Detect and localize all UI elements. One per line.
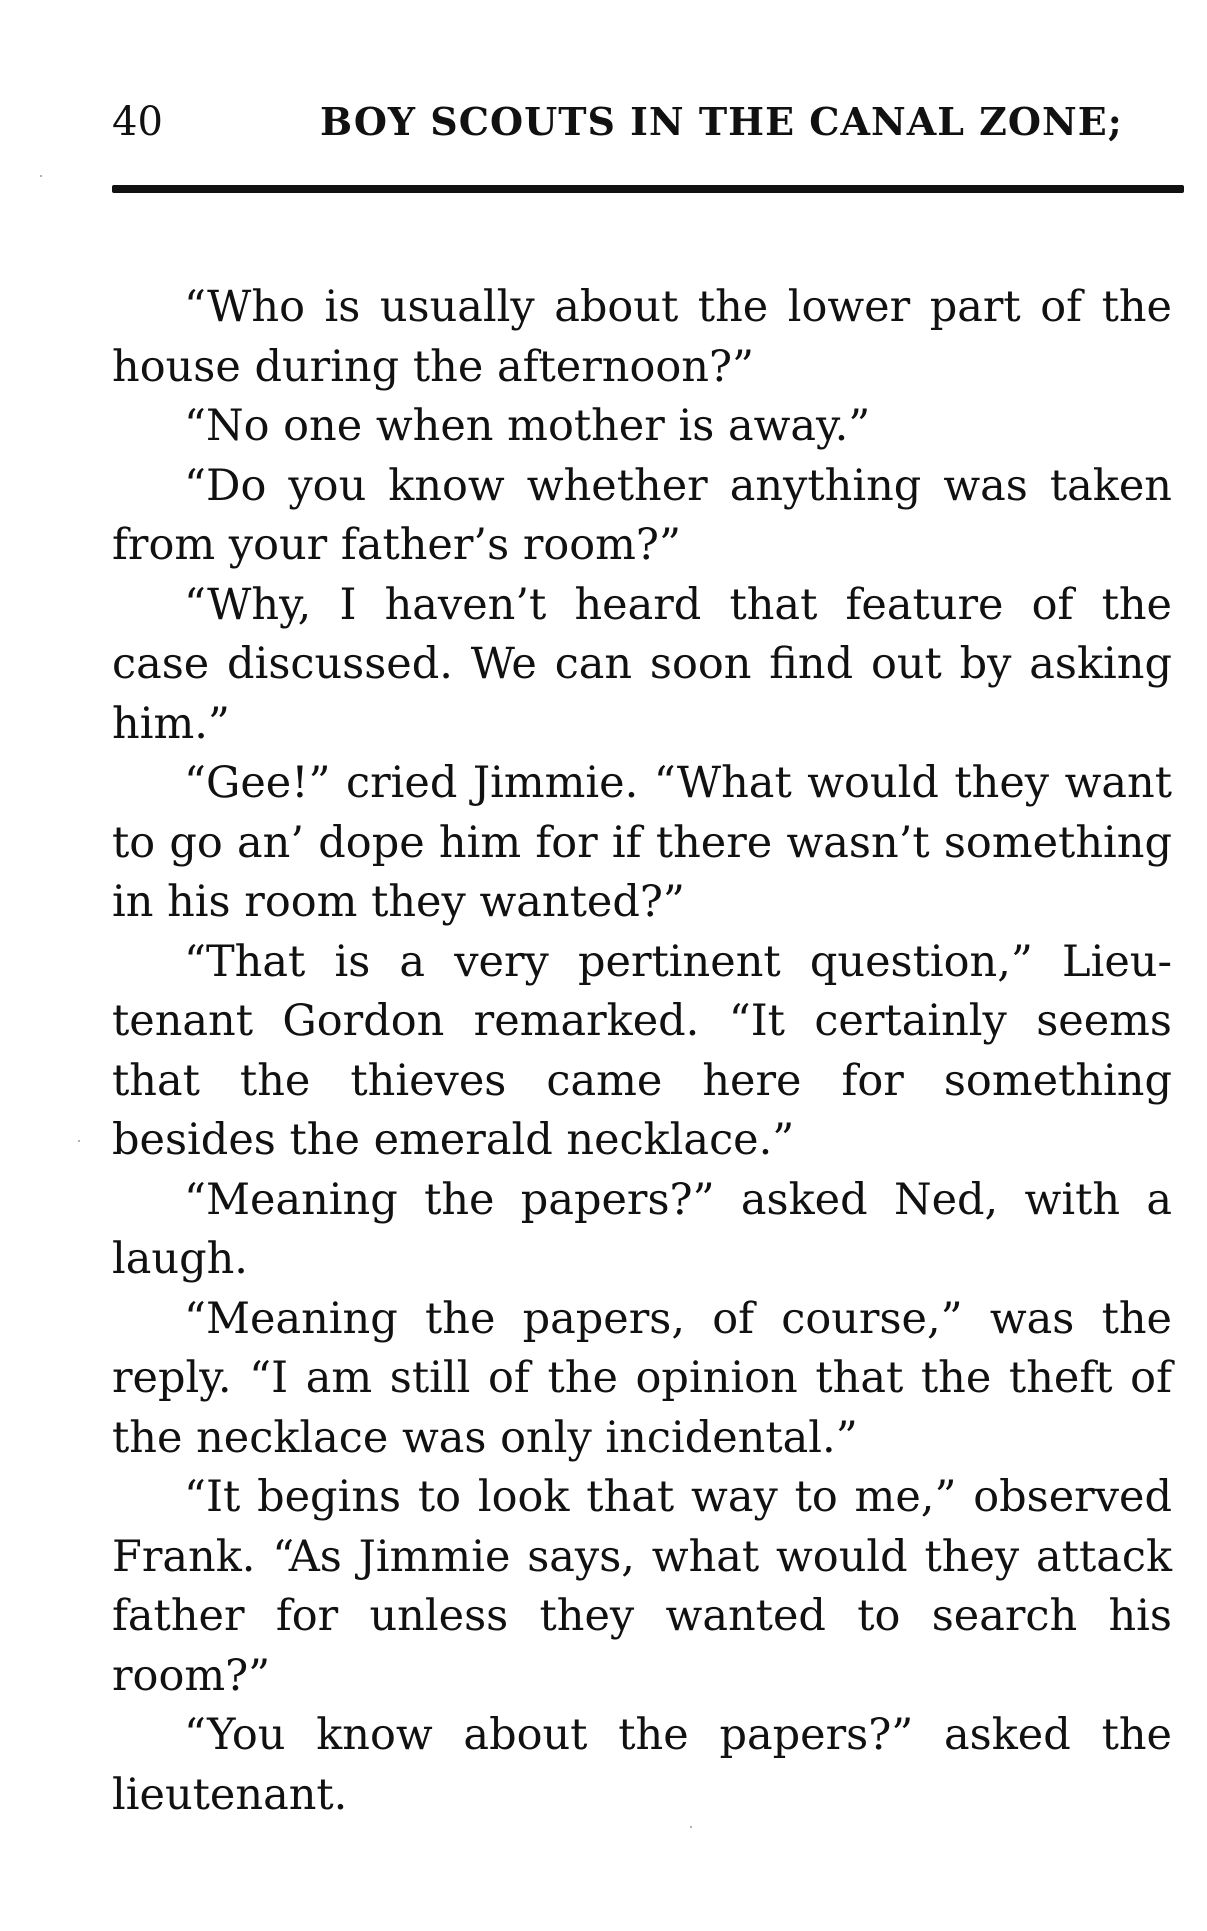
- body-text: [112, 278, 1172, 1825]
- paragraph: “Gee!” cried Jimmie. “What would they want to go an’ dope him for if there wasn’t something in his room they wanted?”: [112, 758, 1172, 927]
- paragraph: “Who is usually about the lower part of the house during the afternoon?”: [112, 282, 1172, 392]
- header-rule: [112, 185, 1184, 193]
- paragraph: “That is a very pertinent question,” Lieutenant Gordon remarked. “It certainly seems that the thieves came here for something besides the emerald necklace.”: [112, 936, 1172, 1165]
- page-header: [112, 92, 1184, 152]
- paragraph: “It begins to look that way to me,” observed Frank. “As Jimmie says, what would they attack father for unless they wanted to search his room?”: [112, 1472, 1172, 1701]
- scan-speck: [690, 1826, 692, 1828]
- scan-speck: [40, 175, 42, 177]
- paragraph: “You know about the papers?” asked the lieutenant.: [112, 1710, 1172, 1820]
- running-title: BOY SCOUTS IN THE CANAL ZONE;: [320, 99, 1123, 144]
- paragraph: “Why, I haven’t heard that feature of the case discussed. We can soon find out by asking him.”: [112, 579, 1172, 749]
- scan-speck: [78, 1140, 80, 1142]
- paragraph: “Meaning the papers, of course,” was the reply. “I am still of the opinion that the theft of the necklace was only incidental.”: [112, 1293, 1172, 1463]
- page-number: 40: [112, 99, 163, 145]
- paragraph: “Do you know whether anything was taken from your father’s room?”: [112, 460, 1172, 570]
- paragraph: “No one when mother is away.”: [184, 401, 871, 451]
- paragraph: “Meaning the papers?” asked Ned, with a laugh.: [112, 1174, 1172, 1284]
